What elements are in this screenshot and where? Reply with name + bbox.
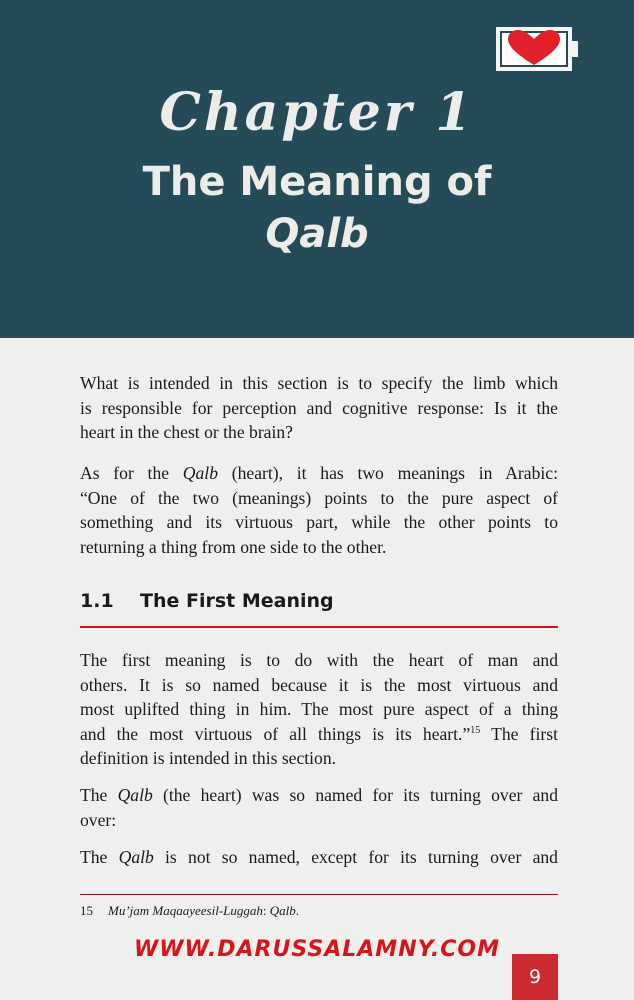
paragraph-3-line: definition is intended in this section. <box>80 748 337 768</box>
paragraph-3-line: others. It is so named because it is the most virtuous and <box>80 674 558 695</box>
footnote-source: Mu’jam Maqaayeesil-Luggah <box>108 903 263 918</box>
footnote: 15 Mu’jam Maqaayeesil-Luggah: Qalb. <box>80 903 300 918</box>
footnote-divider <box>80 894 558 895</box>
qalb-term: Qalb <box>118 847 154 867</box>
footnote-marker: 15 <box>470 724 481 736</box>
qalb-term: Qalb <box>117 785 153 805</box>
paragraph-2-line: returning a thing from one side to the other. <box>80 536 387 557</box>
heart-battery-icon <box>496 27 580 71</box>
website-watermark: WWW.DARUSSALAMNY.COM <box>133 937 500 962</box>
paragraph-4-line: The Qalb (the heart) was so named for its turning over and <box>80 785 558 805</box>
qalb-term: Qalb <box>182 463 218 483</box>
paragraph-1-line: What is intended in this section is to specify the limb which <box>80 373 558 393</box>
paragraph-5-line: The Qalb is not so named, except for its turning over and <box>80 847 558 867</box>
chapter-title-line-1: The Meaning of <box>142 159 492 205</box>
paragraph-2-line: As for the Qalb (heart), it has two meanings in Arabic: <box>80 463 558 483</box>
paragraph-4-line: over: <box>80 809 117 830</box>
paragraph-1-line: is responsible for perception and cognitive response: Is it the <box>80 397 558 418</box>
section-divider <box>80 626 558 628</box>
paragraph-1-line: heart in the chest or the brain? <box>80 422 293 442</box>
paragraph-2-line: “One of the two (meanings) points to the pure aspect of <box>80 487 558 508</box>
paragraph-1 <box>80 371 558 445</box>
chapter-title-line-2: Qalb <box>265 211 369 257</box>
chapter-label: Chapter 1 <box>159 82 475 143</box>
footnote-number: 15 <box>80 903 93 918</box>
paragraph-3 <box>80 648 558 771</box>
paragraph-2 <box>80 461 558 559</box>
paragraph-4 <box>80 783 558 832</box>
section-heading <box>80 590 558 626</box>
paragraph-3-line: most uplifted thing in him. The most pure aspect of a thing <box>80 699 558 719</box>
page-number: 9 <box>512 954 558 1000</box>
paragraph-3-line: and the most virtuous of all things is its heart.”$^{15}$ The first <box>80 723 558 744</box>
paragraph-5 <box>80 845 558 870</box>
paragraph-3-line: The first meaning is to do with the heart of man and <box>80 650 558 670</box>
paragraph-2-line: something and its virtuous part, while the other points to <box>80 512 558 532</box>
section-title: The First Meaning <box>140 590 334 612</box>
section-number: 1.1 <box>80 590 114 612</box>
chapter-title <box>0 156 634 260</box>
footnote-entry: Qalb <box>269 903 296 918</box>
